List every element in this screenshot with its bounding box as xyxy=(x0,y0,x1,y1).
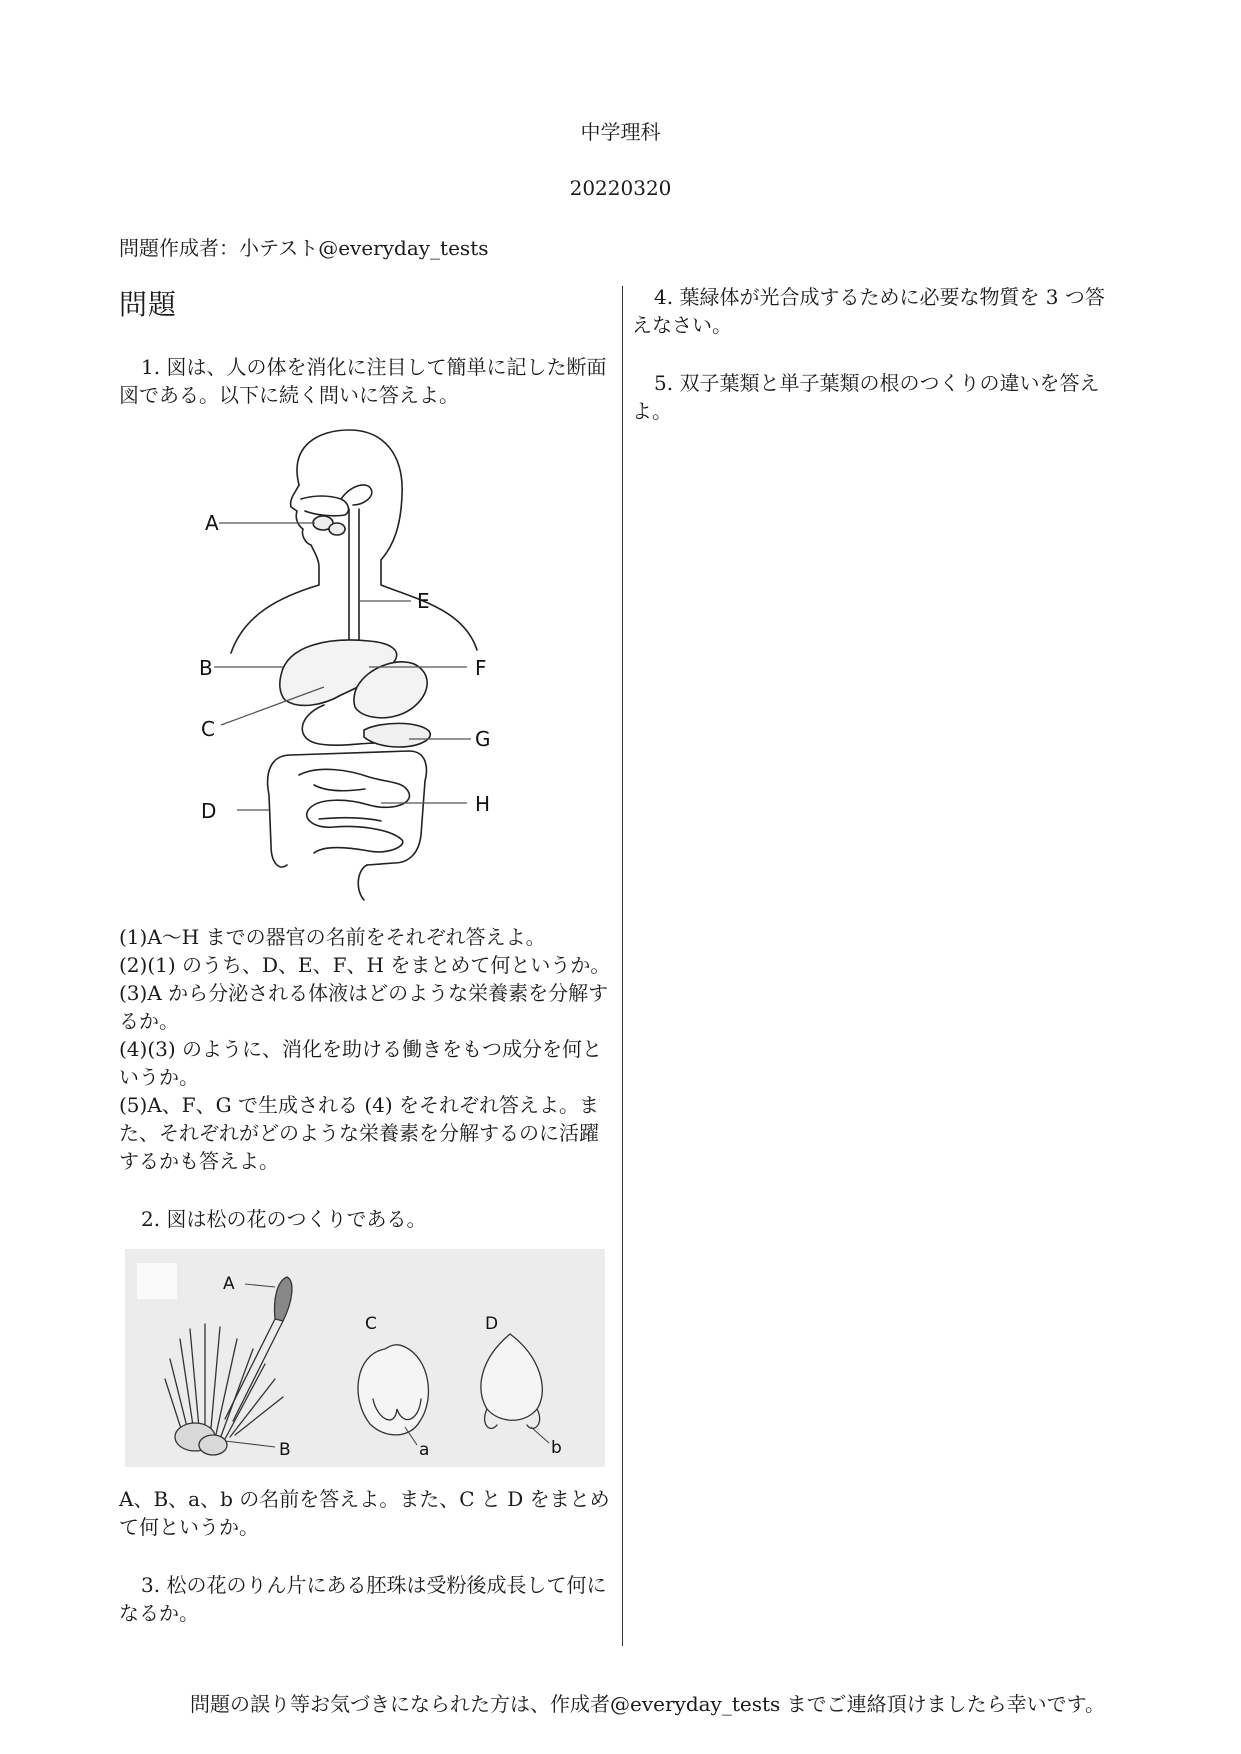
question-1-sub-1: (1)A〜H までの器官の名前をそれぞれ答えよ。 xyxy=(119,925,546,949)
question-1-sub-2: (2)(1) のうち、D、E、F、H をまとめて何というか。 xyxy=(119,953,611,977)
question-1-sub-3: (3)A から分泌される体液はどのような栄養素を分解するか。 xyxy=(119,981,609,1033)
fig2-label-a-lower: a xyxy=(419,1440,430,1460)
body-outline-right xyxy=(297,430,477,650)
section-title: 問題 xyxy=(119,288,178,321)
fig1-label-d: D xyxy=(201,799,217,823)
body-outline-left xyxy=(231,485,319,653)
pine-flower-figure xyxy=(125,1249,605,1467)
fig2-label-b: B xyxy=(279,1440,291,1460)
fig1-label-h: H xyxy=(475,792,491,816)
fig1-label-b: B xyxy=(199,656,213,680)
column-divider xyxy=(622,286,623,1646)
fig1-label-f: F xyxy=(475,656,487,680)
fig2-label-d: D xyxy=(485,1314,499,1334)
document-title: 中学理科 xyxy=(580,120,661,144)
footer-note: 問題の誤り等お気づきになられた方は、作成者@everyday_tests までご連絡頂けましたら幸いです。 xyxy=(190,1692,1106,1716)
fig2-label-a: A xyxy=(223,1274,235,1294)
fig1-label-c: C xyxy=(201,717,215,741)
question-3-text: 3. 松の花のりん片にある胚珠は受粉後成長して何になるか。 xyxy=(119,1573,607,1625)
author-line: 問題作成者：小テスト@everyday_tests xyxy=(119,236,489,260)
question-1-sub-5: (5)A、F、G で生成される (4) をそれぞれ答えよ。また、それぞれがどのような栄養素を分解するのに活躍するかも答えよ。 xyxy=(119,1093,600,1173)
question-2-text: A、B、a、b の名前を答えよ。また、C と D をまとめて何というか。 xyxy=(119,1487,610,1539)
fig2-label-b-lower: b xyxy=(551,1438,562,1458)
question-1-intro: 1. 図は、人の体を消化に注目して簡単に記した断面図である。以下に続く問いに答えよ。 xyxy=(119,355,607,407)
fig1-label-a: A xyxy=(205,511,219,535)
fig2-label-c: C xyxy=(365,1314,377,1334)
question-4-text: 4. 葉緑体が光合成するために必要な物質を 3 つ答えなさい。 xyxy=(632,285,1105,337)
left-column xyxy=(119,283,611,1627)
fig1-label-e: E xyxy=(417,589,430,613)
document-date: 20220320 xyxy=(569,176,672,200)
question-5-text: 5. 双子葉類と単子葉類の根のつくりの違いを答えよ。 xyxy=(632,371,1100,423)
question-1-sub-4: (4)(3) のように、消化を助ける働きをもつ成分を何というか。 xyxy=(119,1037,603,1089)
digestive-system-figure xyxy=(119,425,589,905)
fig1-label-g: G xyxy=(475,727,491,751)
question-2-intro: 2. 図は松の花のつくりである。 xyxy=(141,1207,427,1231)
right-column xyxy=(632,283,1124,425)
